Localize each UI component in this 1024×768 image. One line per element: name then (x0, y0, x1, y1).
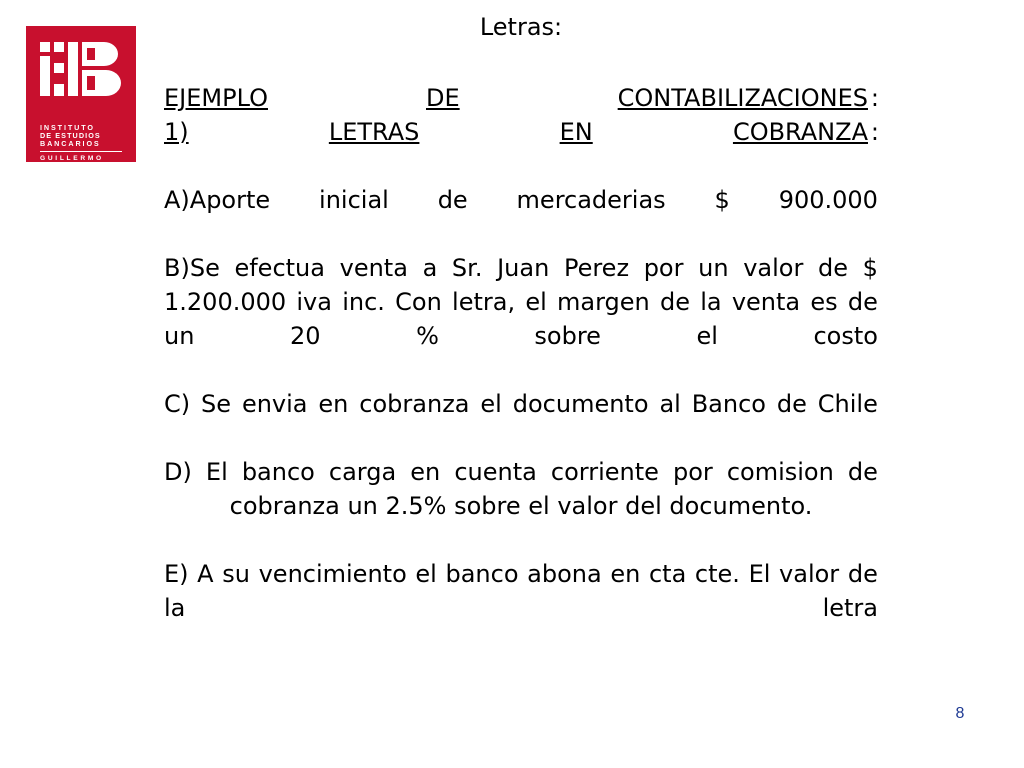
item-b (164, 251, 878, 353)
heading-word: LETRAS (328, 118, 420, 146)
paragraph-line: D) El banco carga en cuenta corriente por comision de (164, 458, 878, 486)
logo-text-line: INSTITUTO (40, 123, 95, 132)
item-e (164, 557, 878, 625)
page-number: 8 (955, 705, 965, 722)
heading-word: EJEMPLO (164, 84, 268, 112)
paragraph-line: B)Se efectua venta a Sr. Juan Perez por un valor de $ (164, 254, 878, 282)
paragraph-line: cobranza un 2.5% sobre el valor del documento. (229, 492, 813, 520)
item-a (164, 183, 878, 217)
logo-divider (40, 151, 122, 152)
heading-word: CONTABILIZACIONES (617, 84, 868, 112)
paragraph-line: un 20 % sobre el costo (164, 322, 878, 350)
institute-logo (26, 26, 136, 170)
slide-body (164, 81, 878, 625)
heading-word: DE (426, 84, 460, 112)
slide-title: Letras: (479, 13, 563, 41)
heading-ejemplo (164, 81, 879, 115)
heading-word: EN (559, 118, 593, 146)
heading-letras-cobranza (164, 115, 879, 149)
heading-colon: : (870, 118, 879, 146)
paragraph-line: C) Se envia en cobranza el documento al Banco de Chile (164, 390, 878, 418)
heading-colon: : (870, 84, 879, 112)
item-d (164, 455, 878, 523)
paragraph-line: A)Aporte inicial de mercaderias $ 900.000 (164, 186, 878, 214)
paragraph-line: la letra (164, 594, 878, 622)
logo-text-line: SUBERCASEAUX (40, 163, 102, 170)
logo-text-line: DE ESTUDIOS (40, 131, 101, 140)
logo-text-line: GUILLERMO (40, 155, 104, 162)
heading-word: 1) (164, 118, 189, 146)
paragraph-line: 1.200.000 iva inc. Con letra, el margen de la venta es de (164, 288, 878, 316)
heading-word: COBRANZA (732, 118, 868, 146)
item-c (164, 387, 878, 421)
logo-text-line: BANCARIOS (40, 139, 101, 148)
paragraph-line: E) A su vencimiento el banco abona en cta cte. El valor de (164, 560, 878, 588)
